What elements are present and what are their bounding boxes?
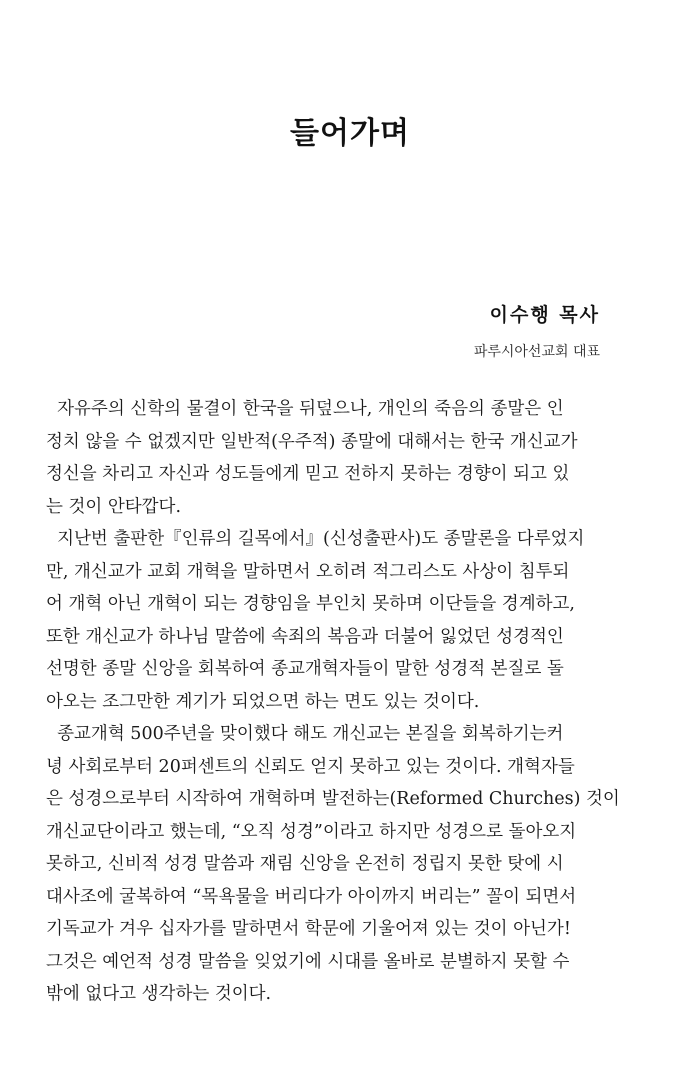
body-line: 정치 않을 수 없겠지만 일반적(우주적) 종말에 대해서는 한국 개신교가 bbox=[46, 431, 578, 452]
body-line: 개신교단이라고 했는데, “오직 성경”이라고 하지만 성경으로 돌아오지 bbox=[46, 821, 577, 842]
body-line: 은 성경으로부터 시작하여 개혁하며 발전하는(Reformed Churches) 것이 bbox=[46, 789, 620, 809]
author-name: 이수행 목사 bbox=[489, 304, 600, 326]
body-line: 아오는 조그만한 계기가 되었으면 하는 면도 있는 것이다. bbox=[46, 691, 480, 712]
author-block bbox=[474, 300, 600, 361]
body-line: 종교개혁 500주년을 맞이했다 해도 개신교는 본질을 회복하기는커 bbox=[46, 724, 564, 744]
body-text bbox=[46, 393, 649, 1011]
body-line: 자유주의 신학의 물결이 한국을 뒤덮으나, 개인의 죽음의 종말은 인 bbox=[46, 399, 564, 419]
body-line: 못하고, 신비적 성경 말씀과 재림 신앙을 온전히 정립지 못한 탓에 시 bbox=[46, 854, 564, 874]
author-affiliation: 파루시아선교회 대표 bbox=[473, 344, 600, 360]
body-line: 정신을 차리고 자신과 성도들에게 믿고 전하지 못하는 경향이 되고 있 bbox=[46, 464, 570, 484]
page-title: 들어가며 bbox=[290, 116, 410, 151]
body-line: 어 개혁 아닌 개혁이 되는 경향임을 부인치 못하며 이단들을 경계하고, bbox=[46, 594, 575, 614]
body-line: 대사조에 굴복하여 “목욕물을 버리다가 아이까지 버리는” 꼴이 되면서 bbox=[46, 886, 577, 907]
body-line: 기독교가 겨우 십자가를 말하면서 학문에 기울어져 있는 것이 아닌가! bbox=[46, 919, 571, 939]
body-line: 녕 사회로부터 20퍼센트의 신뢰도 얻지 못하고 있는 것이다. 개혁자들 bbox=[46, 756, 575, 777]
body-line: 그것은 예언적 성경 말씀을 잊었기에 시대를 올바로 분별하지 못할 수 bbox=[46, 951, 570, 972]
body-line: 만, 개신교가 교회 개혁을 말하면서 오히려 적그리스도 사상이 침투되 bbox=[46, 561, 570, 582]
body-line: 지난번 출판한『인류의 길목에서』(신성출판사)도 종말론을 다루었지 bbox=[46, 529, 585, 549]
body-line: 선명한 종말 신앙을 회복하여 종교개혁자들이 말한 성경적 본질로 돌 bbox=[46, 659, 564, 679]
body-line: 밖에 없다고 생각하는 것이다. bbox=[46, 984, 272, 1004]
body-line: 또한 개신교가 하나님 말씀에 속죄의 복음과 더불어 잃었던 성경적인 bbox=[46, 626, 564, 647]
body-line: 는 것이 안타깝다. bbox=[46, 496, 182, 517]
